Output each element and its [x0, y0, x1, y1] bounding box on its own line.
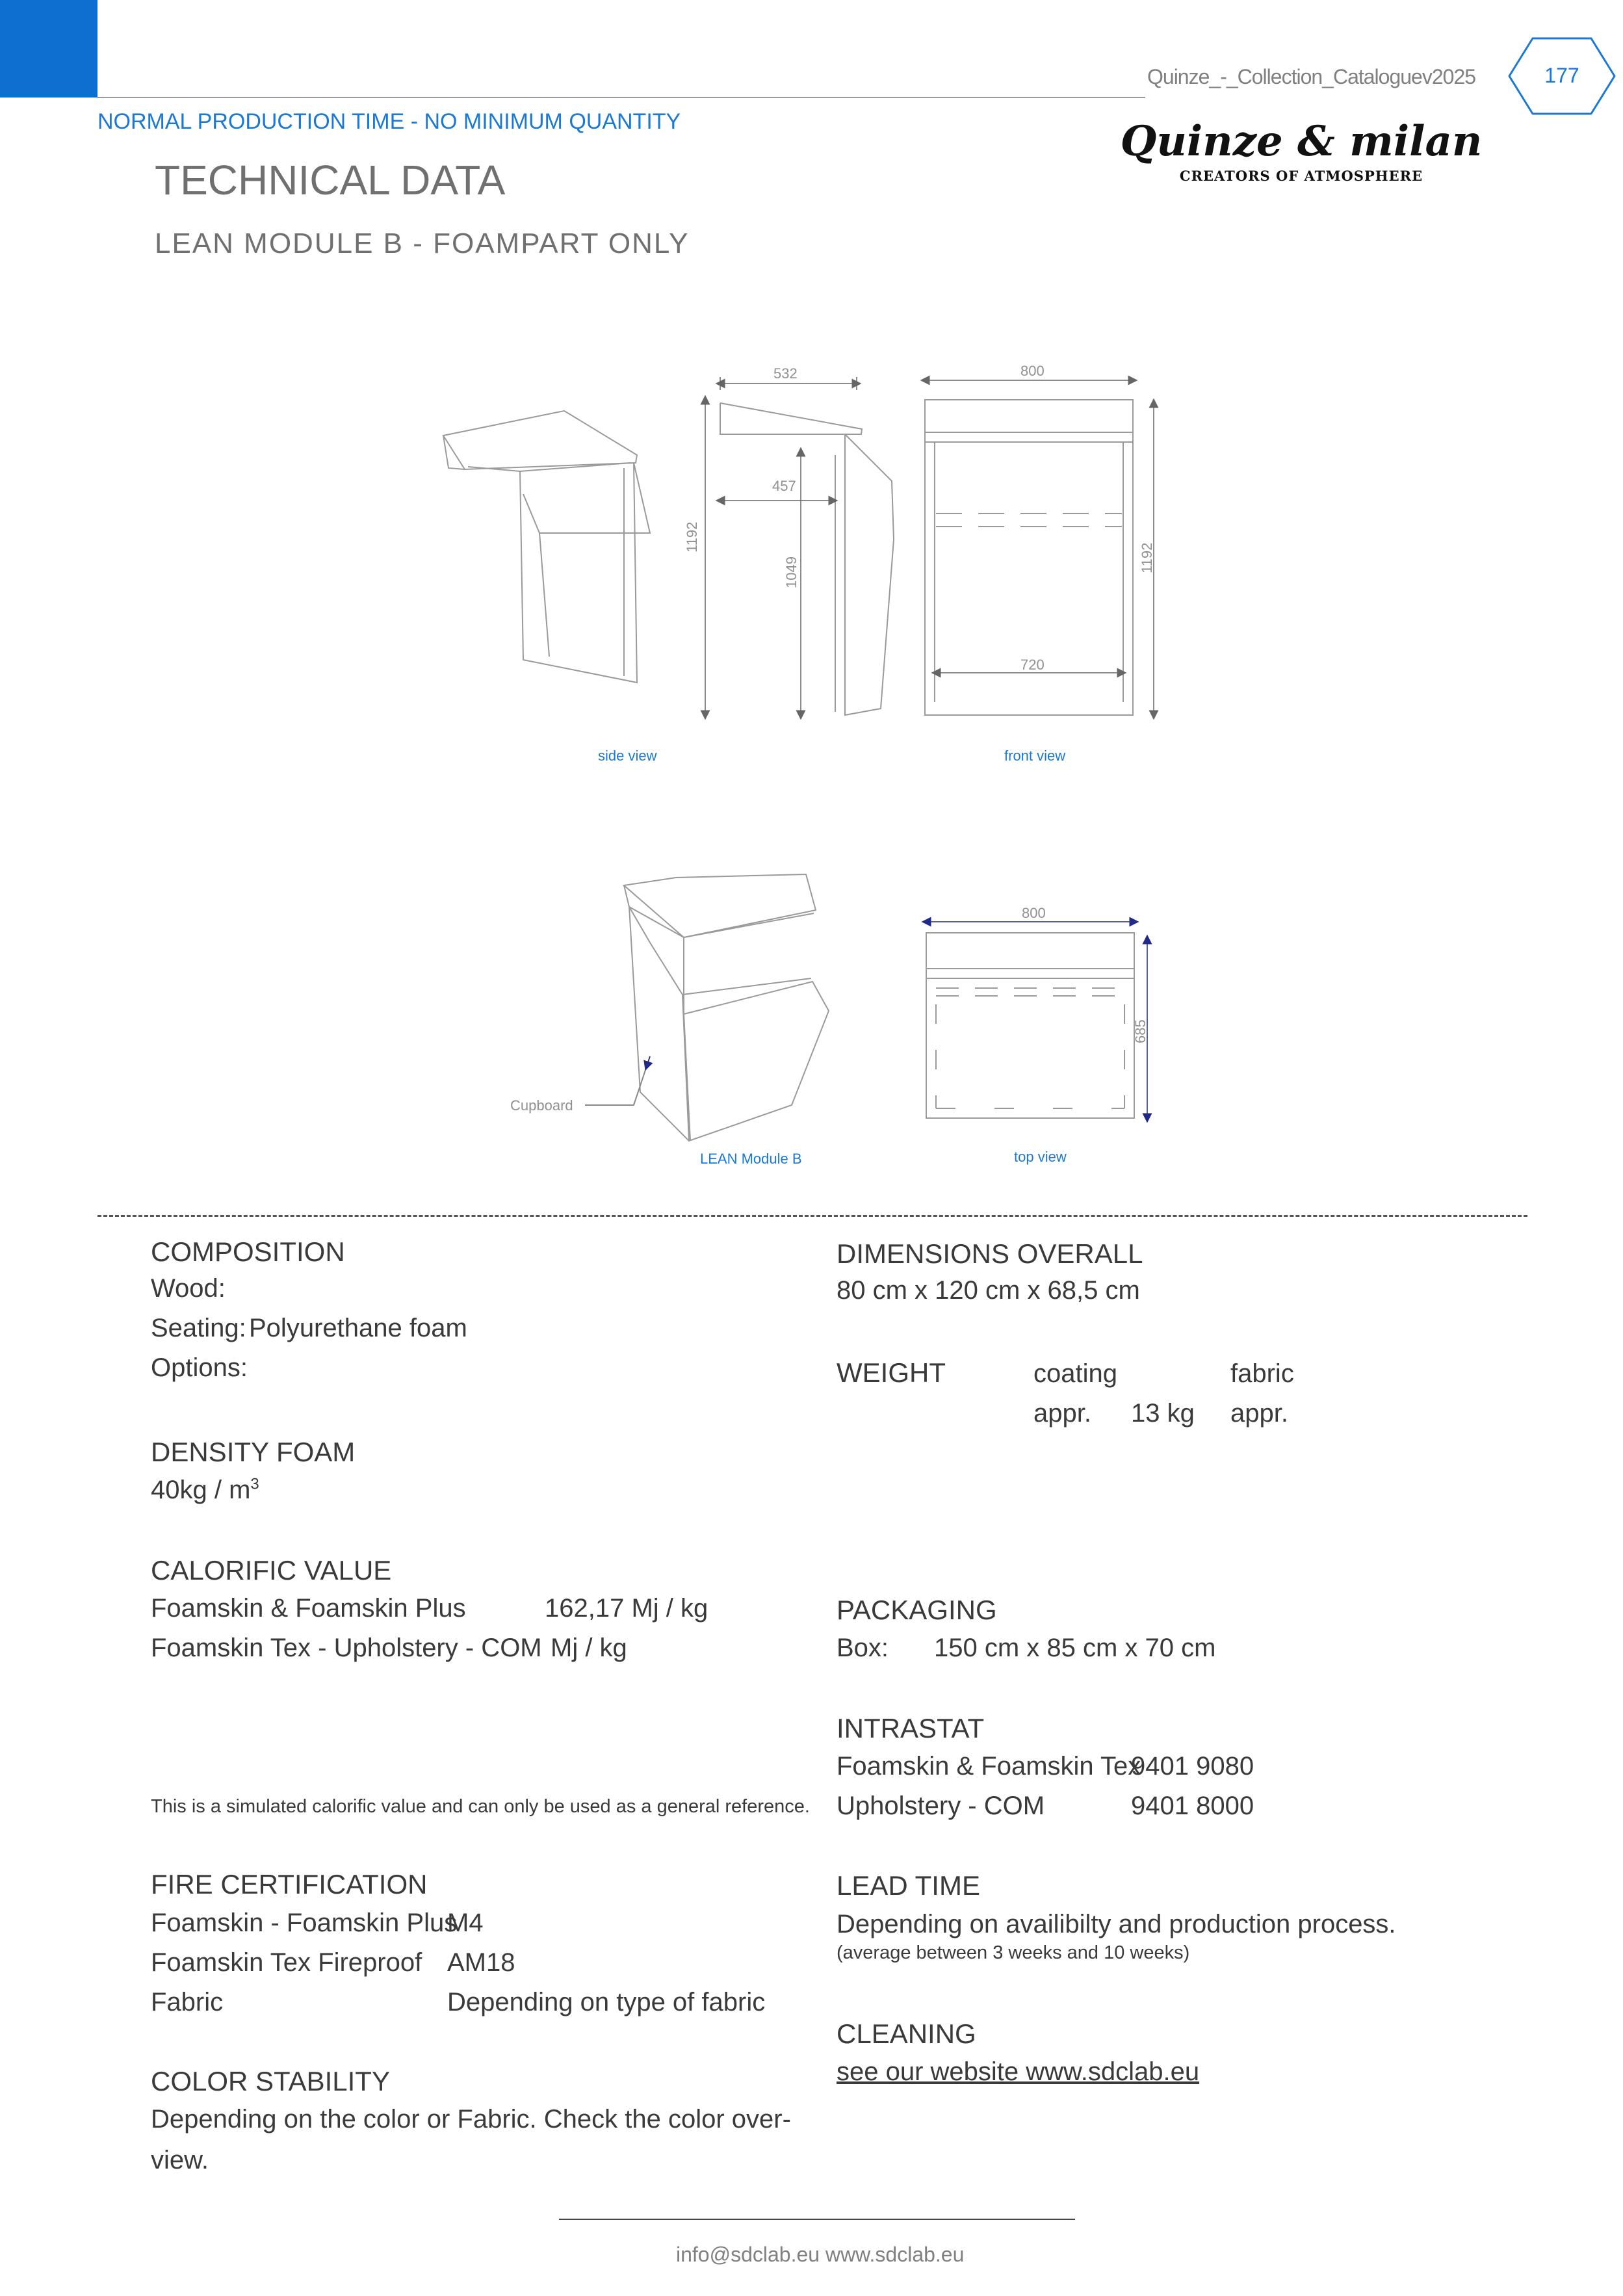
cleaning-website-link[interactable]: see our website www.sdclab.eu — [837, 2057, 1200, 2086]
weight-coating-value: 13 kg — [1131, 1399, 1195, 1428]
production-note: NORMAL PRODUCTION TIME - NO MINIMUM QUANTITY — [97, 109, 681, 134]
cupboard-label: Cupboard — [510, 1097, 573, 1114]
composition-options-label: Options: — [151, 1353, 248, 1382]
dim-side-inner: 457 — [772, 478, 796, 494]
dim-top-depth: 685 — [1132, 1019, 1149, 1043]
color-stability-text-line1: Depending on the color or Fabric. Check the color over- — [151, 2105, 791, 2133]
dim-front-inner-width: 720 — [1020, 657, 1045, 673]
brand-logo: Quinze & milan — [1120, 117, 1483, 166]
perspective-module-drawing — [624, 874, 829, 1141]
dim-side-inner-height: 1049 — [783, 556, 799, 588]
front-view-label: front view — [1004, 748, 1066, 764]
dim-side-depth: 532 — [773, 365, 798, 382]
fire-row-value: AM18 — [447, 1948, 515, 1977]
dimensions-heading: DIMENSIONS OVERALL — [837, 1238, 1143, 1269]
calorific-row-label: Foamskin & Foamskin Plus — [151, 1594, 466, 1623]
weight-approx: appr. — [1033, 1399, 1091, 1428]
fire-row-label: Foamskin Tex Fireproof — [151, 1948, 422, 1977]
intrastat-row-value: 9401 8000 — [1131, 1792, 1254, 1820]
intrastat-row-label: Foamskin & Foamskin Tex — [837, 1752, 1141, 1781]
intrastat-row-value: 9401 9080 — [1131, 1752, 1254, 1781]
dimensions-value: 80 cm x 120 cm x 68,5 cm — [837, 1276, 1140, 1305]
lead-time-note: (average between 3 weeks and 10 weeks) — [837, 1942, 1190, 1963]
fire-row-value: M4 — [447, 1909, 484, 1937]
brand-tagline: CREATORS OF ATMOSPHERE — [1179, 168, 1423, 184]
dim-front-height: 1192 — [1139, 542, 1155, 573]
fire-row-label: Foamskin - Foamskin Plus — [151, 1909, 458, 1937]
cupboard-leader — [585, 1056, 650, 1105]
product-subtitle: LEAN MODULE B - FOAMPART ONLY — [155, 228, 690, 259]
packaging-label: Box: — [837, 1634, 889, 1662]
calorific-row-label: Foamskin Tex - Upholstery - COM — [151, 1634, 542, 1662]
color-stability-text-line2: view. — [151, 2146, 209, 2174]
footer-rule — [559, 2219, 1075, 2220]
footer-contact[interactable]: info@sdclab.eu www.sdclab.eu — [676, 2243, 965, 2266]
lead-time-heading: LEAD TIME — [837, 1870, 980, 1901]
weight-fabric-label: fabric — [1230, 1359, 1294, 1388]
composition-wood-label: Wood: — [151, 1274, 226, 1303]
weight-approx: appr. — [1230, 1399, 1288, 1428]
catalogue-name: Quinze_-_Collection_Cataloguev2025 — [1147, 65, 1476, 88]
color-stability-heading: COLOR STABILITY — [151, 2066, 390, 2096]
intrastat-row-label: Upholstery - COM — [837, 1792, 1045, 1820]
side-view-label: side view — [598, 748, 657, 764]
composition-heading: COMPOSITION — [151, 1236, 345, 1267]
calorific-row-value: Mj / kg — [551, 1634, 627, 1662]
intrastat-heading: INTRASTAT — [837, 1713, 985, 1743]
packaging-value: 150 cm x 85 cm x 70 cm — [934, 1634, 1216, 1662]
calorific-note: This is a simulated calorific value and can only be used as a general reference. — [151, 1796, 810, 1817]
section-divider — [97, 1215, 1527, 1217]
profile-drawing — [720, 403, 894, 715]
dim-top-width: 800 — [1022, 905, 1046, 921]
packaging-heading: PACKAGING — [837, 1595, 997, 1625]
perspective-side-drawing — [443, 411, 650, 683]
fire-row-value: Depending on type of fabric — [447, 1988, 766, 2016]
density-heading: DENSITY FOAM — [151, 1437, 356, 1467]
composition-seating-value: Polyurethane foam — [249, 1314, 467, 1342]
top-view-label: top view — [1014, 1149, 1067, 1165]
module-label: LEAN Module B — [700, 1151, 802, 1167]
lead-time-value: Depending on availibilty and production process. — [837, 1910, 1396, 1938]
calorific-heading: CALORIFIC VALUE — [151, 1555, 392, 1585]
page-number: 177 — [1544, 64, 1579, 87]
cleaning-heading: CLEANING — [837, 2018, 976, 2049]
dim-front-width: 800 — [1020, 363, 1045, 379]
density-value: $40kg / m^3$ — [151, 1475, 259, 1504]
dim-side-height: 1192 — [684, 521, 700, 553]
fire-heading: FIRE CERTIFICATION — [151, 1869, 428, 1899]
weight-coating-label: coating — [1033, 1359, 1117, 1388]
top-view-drawing — [926, 933, 1134, 1118]
page-title: TECHNICAL DATA — [155, 157, 506, 203]
fire-row-label: Fabric — [151, 1988, 224, 2016]
composition-seating-label: Seating: — [151, 1314, 246, 1342]
calorific-row-value: 162,17 Mj / kg — [545, 1594, 708, 1623]
weight-heading: WEIGHT — [837, 1357, 946, 1388]
